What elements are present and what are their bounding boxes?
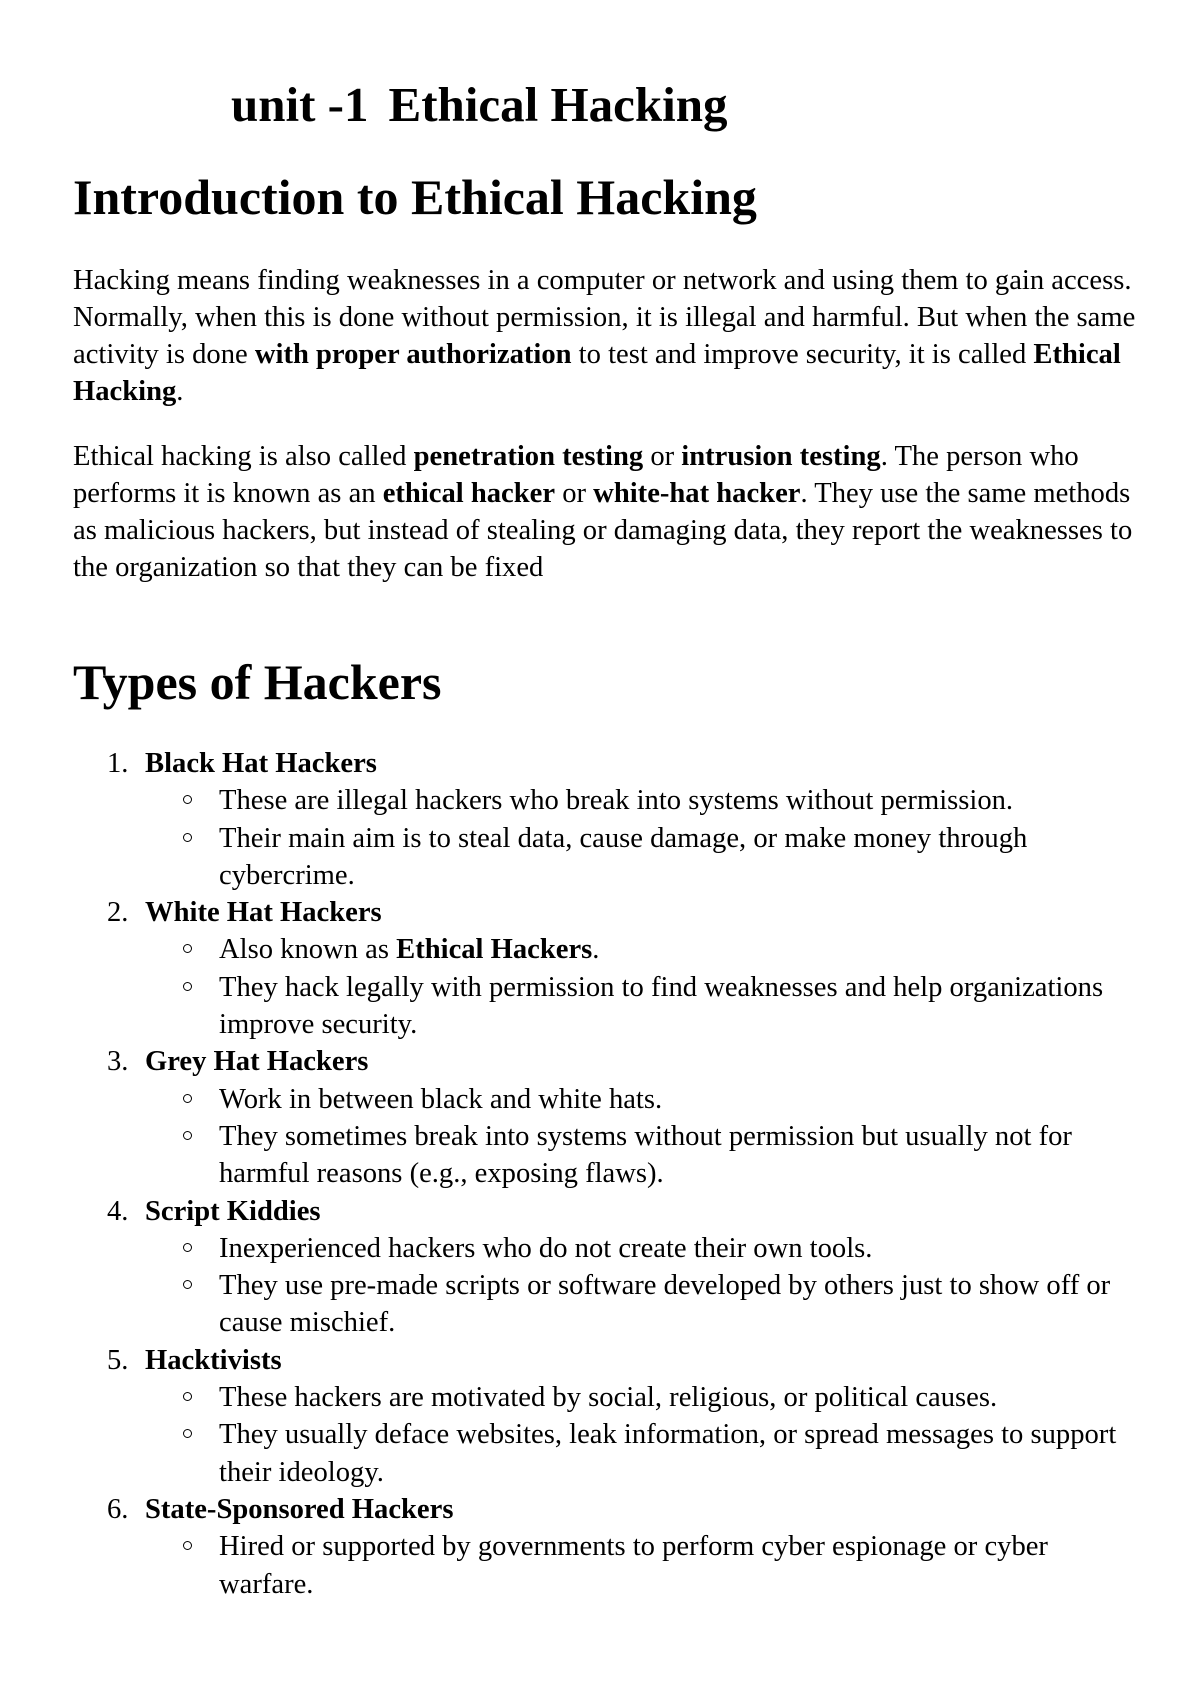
text-run: .: [592, 934, 600, 966]
hollow-circle-bullet-icon: [183, 1094, 192, 1103]
bullet-point: [73, 782, 1143, 819]
hollow-circle-bullet-icon: [183, 1429, 192, 1438]
text-run: They usually deface websites, leak information, or spread messages to support their ideology.: [219, 1419, 1117, 1488]
hacker-type-title: Script Kiddies: [145, 1195, 321, 1227]
hacker-type-heading: [73, 1491, 1143, 1528]
bold-term: white-hat hacker: [593, 478, 801, 509]
text-run: Ethical hacking is also called: [73, 441, 414, 472]
hacker-type-heading: [73, 1043, 1143, 1080]
hacker-type-item: [73, 1342, 1143, 1491]
hacker-type-points: [73, 782, 1143, 894]
bullet-point: [73, 1081, 1143, 1118]
text-run: Hacking means finding weaknesses in a computer or network and using them to gain access. Normally, when this is done without permission, it is illegal and harmful. But when the same activity is done: [73, 265, 1136, 370]
text-run: These hackers are motivated by social, religious, or political causes.: [219, 1382, 998, 1414]
hacker-type-points: [73, 1230, 1143, 1342]
hacker-type-item: [73, 1491, 1143, 1603]
bullet-point: [73, 820, 1143, 895]
hacker-type-item: [73, 1193, 1143, 1342]
hollow-circle-bullet-icon: [183, 1280, 192, 1289]
bold-term: intrusion testing: [681, 441, 881, 472]
list-number: 4.: [107, 1195, 129, 1227]
intro-heading: Introduction to Ethical Hacking: [73, 169, 757, 225]
hacker-type-heading: [73, 745, 1143, 782]
text-run: They hack legally with permission to find weaknesses and help organizations improve security.: [219, 971, 1104, 1041]
bold-term: ethical hacker: [382, 478, 556, 509]
list-number: 6.: [107, 1493, 129, 1525]
hollow-circle-bullet-icon: [183, 982, 192, 991]
text-run: . They use the same methods as malicious hackers, but instead of stealing or damaging data, they report the weaknesses to the organization so that they can be fixed: [73, 478, 1133, 583]
hacker-type-points: [73, 1528, 1143, 1603]
hacker-type-points: [73, 1379, 1143, 1491]
hollow-circle-bullet-icon: [183, 1541, 192, 1550]
bullet-point: [73, 1379, 1143, 1416]
bullet-point: [73, 1230, 1143, 1267]
text-run: .: [176, 376, 184, 407]
text-run: Inexperienced hackers who do not create their own tools.: [219, 1232, 873, 1264]
hacker-type-heading: [73, 894, 1143, 931]
unit-subject: Ethical Hacking: [388, 77, 728, 132]
intro-paragraph-2: [73, 438, 1143, 586]
hacker-type-title: Grey Hat Hackers: [145, 1046, 369, 1078]
text-run: These are illegal hackers who break into systems without permission.: [219, 785, 1014, 817]
bold-term: penetration testing: [413, 441, 644, 472]
bullet-point: [73, 1528, 1143, 1603]
hacker-type-item: [73, 894, 1143, 1043]
hollow-circle-bullet-icon: [183, 1243, 192, 1252]
text-run: or: [643, 441, 682, 472]
list-number: 2.: [107, 897, 129, 929]
hacker-types-list: [73, 745, 1143, 1603]
hollow-circle-bullet-icon: [183, 1131, 192, 1140]
hacker-type-item: [73, 1043, 1143, 1192]
bold-term: Ethical Hackers: [396, 934, 593, 966]
bullet-point: [73, 1267, 1143, 1342]
types-heading: Types of Hackers: [73, 654, 442, 710]
hacker-type-item: [73, 745, 1143, 894]
intro-paragraph-1: [73, 262, 1143, 410]
hacker-type-title: Hacktivists: [145, 1344, 282, 1376]
hacker-type-title: State-Sponsored Hackers: [145, 1493, 454, 1525]
hollow-circle-bullet-icon: [183, 833, 192, 842]
list-number: 1.: [107, 748, 129, 779]
text-run: Their main aim is to steal data, cause damage, or make money through cybercrime.: [219, 822, 1028, 891]
text-run: Also known as: [219, 934, 397, 966]
text-run: or: [555, 478, 594, 509]
text-run: to test and improve security, it is called: [571, 339, 1034, 370]
hacker-type-heading: [73, 1342, 1143, 1379]
unit-title: [231, 78, 727, 132]
bullet-point: [73, 969, 1143, 1044]
hacker-type-points: [73, 931, 1143, 1043]
text-run: They use pre-made scripts or software developed by others just to show off or cause mischief.: [219, 1270, 1111, 1339]
hacker-type-title: White Hat Hackers: [145, 897, 382, 929]
hacker-type-points: [73, 1081, 1143, 1193]
hollow-circle-bullet-icon: [183, 795, 192, 804]
bold-term: with proper authorization: [254, 339, 572, 370]
bold-term: Ethical Hacking: [73, 339, 1121, 407]
list-number: 3.: [107, 1046, 129, 1078]
bullet-point: [73, 931, 1143, 968]
text-run: . The person who performs it is known as an: [73, 441, 1079, 509]
bullet-point: [73, 1118, 1143, 1193]
hacker-type-title: Black Hat Hackers: [145, 748, 377, 779]
hacker-type-heading: [73, 1193, 1143, 1230]
text-run: Work in between black and white hats.: [219, 1083, 663, 1115]
hollow-circle-bullet-icon: [183, 944, 192, 953]
list-number: 5.: [107, 1344, 129, 1376]
bullet-point: [73, 1416, 1143, 1491]
text-run: Hired or supported by governments to perform cyber espionage or cyber warfare.: [219, 1531, 1048, 1600]
hollow-circle-bullet-icon: [183, 1392, 192, 1401]
text-run: They sometimes break into systems without permission but usually not for harmful reasons (e.g., exposing flaws).: [219, 1120, 1072, 1190]
unit-number: unit -1: [231, 77, 369, 132]
